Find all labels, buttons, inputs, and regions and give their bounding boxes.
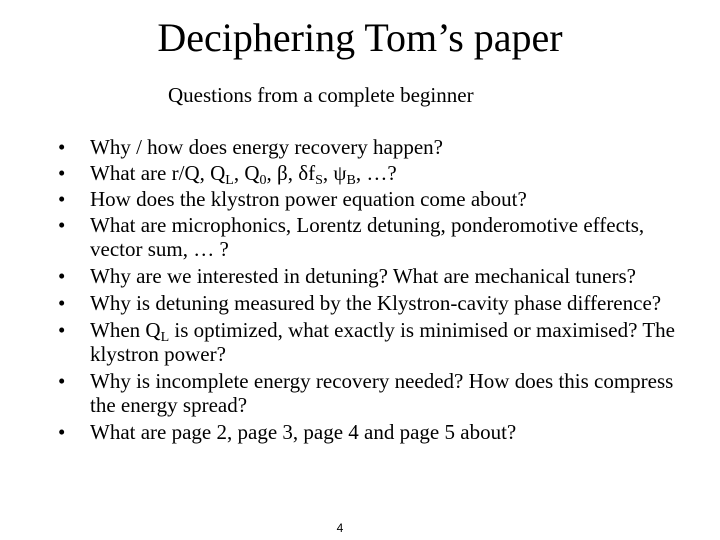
question-text-part: is optimized, what exactly is minimised or maximised? The klystron power? <box>90 318 675 366</box>
question-text: Why is detuning measured by the Klystron-cavity phase difference? <box>90 291 662 315</box>
question-item <box>58 291 698 315</box>
question-item <box>58 135 698 159</box>
question-item <box>58 264 698 288</box>
bullet-icon: • <box>58 135 66 159</box>
question-item <box>58 318 698 366</box>
bullet-icon: • <box>58 369 66 393</box>
bullet-icon: • <box>58 291 66 315</box>
question-text <box>90 318 675 366</box>
question-text-part: , …? <box>355 161 397 185</box>
question-text-part: , ψ <box>322 161 347 185</box>
slide-title: Deciphering Tom’s paper <box>157 15 563 60</box>
question-text: Why are we interested in detuning? What are mechanical tuners? <box>90 264 636 288</box>
page-number: 4 <box>336 521 344 535</box>
subscript: 0 <box>259 173 267 188</box>
question-text <box>90 161 397 188</box>
question-text: How does the klystron power equation come about? <box>90 187 527 211</box>
subscript: B <box>346 173 356 188</box>
bullet-icon: • <box>58 264 66 288</box>
question-text: Why / how does energy recovery happen? <box>90 135 443 159</box>
subscript: L <box>160 330 170 345</box>
question-item <box>58 420 698 444</box>
question-item <box>58 187 698 211</box>
question-text-part: , β, δf <box>266 161 316 185</box>
subscript: L <box>225 173 234 188</box>
bullet-icon: • <box>58 161 66 185</box>
question-text: What are page 2, page 3, page 4 and page 5 about? <box>90 420 517 444</box>
question-item <box>58 213 698 261</box>
bullet-icon: • <box>58 318 66 342</box>
question-list <box>58 135 698 446</box>
question-text-part: When Q <box>90 318 161 342</box>
bullet-icon: • <box>58 420 66 444</box>
subscript: S <box>315 173 323 188</box>
bullet-icon: • <box>58 187 66 211</box>
question-text: Why is incomplete energy recovery needed? How does this compress the energy spread? <box>90 369 674 417</box>
question-item <box>58 161 698 188</box>
question-text: What are microphonics, Lorentz detuning, ponderomotive effects, vector sum, … ? <box>90 213 645 261</box>
bullet-icon: • <box>58 213 66 237</box>
question-text-part: What are r/Q, Q <box>90 161 226 185</box>
slide-subtitle: Questions from a complete beginner <box>168 83 474 107</box>
question-text-part: , Q <box>233 161 260 185</box>
question-item <box>58 369 698 417</box>
